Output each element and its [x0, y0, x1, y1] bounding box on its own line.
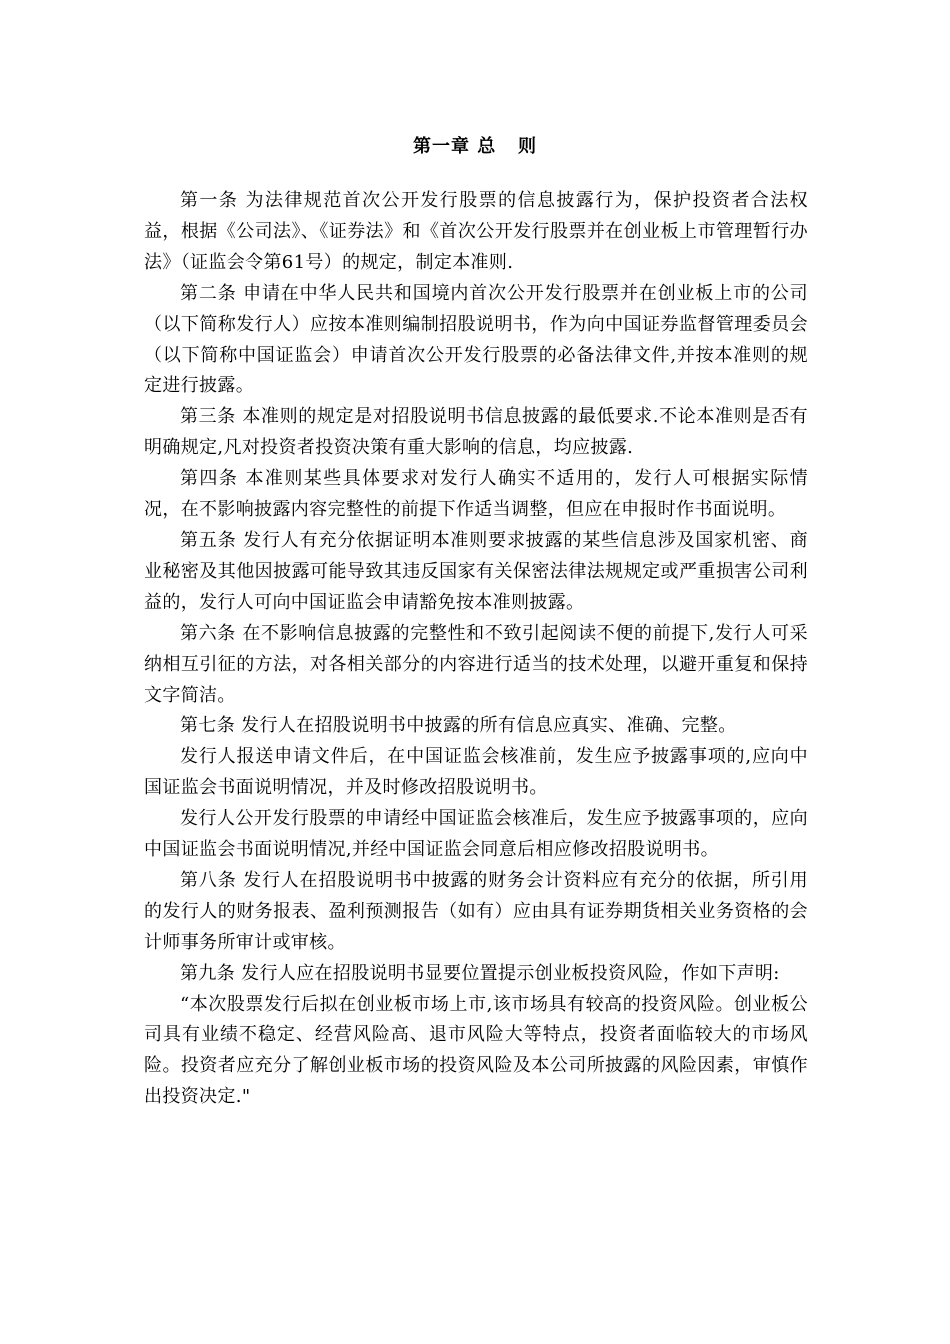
article-9-paragraph: 第九条 发行人应在招股说明书显要位置提示创业板投资风险，作如下声明: [180, 962, 780, 984]
article-8-paragraph: 第八条 发行人在招股说明书中披露的财务会计资料应有充分的依据，所引用的发行人的财务报表、盈利预测报告（如有）应由具有证券期货相关业务资格的会计师事务所审计或审核。 [144, 869, 808, 953]
article-7-paragraph: 第七条 发行人在招股说明书中披露的所有信息应真实、准确、完整。 [180, 715, 737, 737]
chapter-title: 第一章 总 则 [412, 136, 538, 157]
article-7-post-approval-paragraph: 发行人公开发行股票的申请经中国证监会核准后，发生应予披露事项的，应向中国证监会书面说明情况,并经中国证监会同意后相应修改招股说明书。 [144, 808, 808, 861]
article-5-paragraph: 第五条 发行人有充分依据证明本准则要求披露的某些信息涉及国家机密、商业秘密及其他因披露可能导致其违反国家有关保密法律法规规定或严重损害公司利益的，发行人可向中国证监会申请豁免按本准则披露。 [144, 529, 808, 613]
article-4-paragraph: 第四条 本准则某些具体要求对发行人确实不适用的，发行人可根据实际情况，在不影响披露内容完整性的前提下作适当调整，但应在申报时作书面说明。 [144, 468, 808, 521]
article-6-paragraph: 第六条 在不影响信息披露的完整性和不致引起阅读不便的前提下,发行人可采纳相互引征的方法，对各相关部分的内容进行适当的技术处理，以避开重复和保持文字简洁。 [144, 622, 808, 706]
article-1-paragraph: 第一条 为法律规范首次公开发行股票的信息披露行为，保护投资者合法权益，根据《公司法》、《证券法》和《首次公开发行股票并在创业板上市管理暂行办法》（证监会令第61号）的规定，制定本准则. [144, 190, 808, 273]
article-3-paragraph: 第三条 本准则的规定是对招股说明书信息披露的最低要求.不论本准则是否有明确规定,凡对投资者投资决策有重大影响的信息，均应披露. [144, 406, 808, 459]
document-body [144, 186, 808, 1113]
article-7-pre-approval-paragraph: 发行人报送申请文件后，在中国证监会核准前，发生应予披露事项的,应向中国证监会书面说明情况，并及时修改招股说明书。 [144, 746, 808, 799]
risk-statement-paragraph: “本次股票发行后拟在创业板市场上市,该市场具有较高的投资风险。创业板公司具有业绩不稳定、经营风险高、退市风险大等特点，投资者面临较大的市场风险。投资者应充分了解创业板市场的投资风险及本公司所披露的风险因素，审慎作出投资决定." [144, 993, 808, 1108]
article-2-paragraph: 第二条 申请在中华人民共和国境内首次公开发行股票并在创业板上市的公司（以下简称发行人）应按本准则编制招股说明书，作为向中国证券监督管理委员会（以下简称中国证监会）申请首次公开发行股票的必备法律文件,并按本准则的规定进行披露。 [144, 282, 808, 397]
